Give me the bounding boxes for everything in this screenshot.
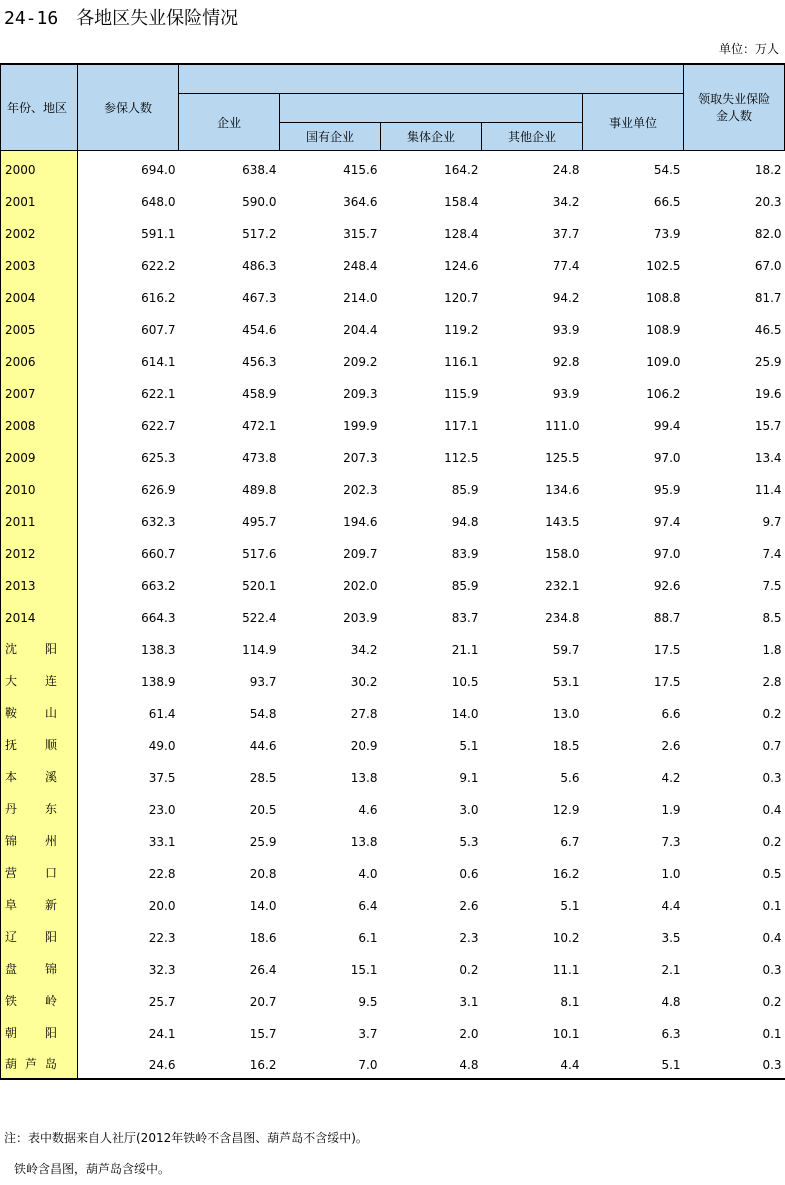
table-cell: 0.3 <box>762 770 782 785</box>
table-row <box>1 1015 785 1047</box>
table-cell: 4.8 <box>661 994 681 1009</box>
table-cell: 20.0 <box>148 898 176 913</box>
table-cell: 591.1 <box>141 226 176 241</box>
table-cell: 209.2 <box>343 354 378 369</box>
table-cell: 13.8 <box>350 770 378 785</box>
table-cell: 83.7 <box>451 610 479 625</box>
table-cell: 97.0 <box>653 546 681 561</box>
table-cell: 20.5 <box>249 802 277 817</box>
table-row <box>1 695 785 727</box>
table-cell: 85.9 <box>451 482 479 497</box>
table-cell: 49.0 <box>148 738 176 753</box>
table-cell: 202.0 <box>343 578 378 593</box>
table-row <box>1 343 785 375</box>
table-cell: 207.3 <box>343 450 378 465</box>
table-cell: 7.4 <box>762 546 782 561</box>
table-cell: 18.2 <box>754 162 782 177</box>
table-row <box>1 759 785 791</box>
table-cell: 5.6 <box>560 770 580 785</box>
table-cell: 0.4 <box>762 930 782 945</box>
table-cell: 1.8 <box>762 642 782 657</box>
table-row <box>1 535 785 567</box>
table-cell: 5.1 <box>560 898 580 913</box>
table-cell: 2.3 <box>459 930 479 945</box>
table-number: 24-16 <box>4 8 59 29</box>
row-label <box>1 823 78 855</box>
table-cell: 632.3 <box>141 514 176 529</box>
table-cell: 143.5 <box>545 514 580 529</box>
table-cell: 18.6 <box>249 930 277 945</box>
table-cell: 4.4 <box>661 898 681 913</box>
table-cell: 46.5 <box>754 322 782 337</box>
table-cell: 93.9 <box>552 322 580 337</box>
table-cell: 622.2 <box>141 258 176 273</box>
table-cell: 37.5 <box>148 770 176 785</box>
region-name: 鞍 山 <box>5 705 57 720</box>
row-label: 2013 <box>1 567 78 599</box>
region-name: 大 连 <box>5 673 57 688</box>
table-cell: 622.1 <box>141 386 176 401</box>
table-cell: 0.2 <box>762 706 782 721</box>
table-cell: 53.1 <box>552 674 580 689</box>
table-cell: 3.0 <box>459 802 479 817</box>
table-cell: 54.5 <box>653 162 681 177</box>
table-cell: 23.0 <box>148 802 176 817</box>
table-cell: 0.2 <box>762 994 782 1009</box>
header-state-owned: 国有企业 <box>280 123 381 151</box>
table-cell: 82.0 <box>754 226 782 241</box>
table-cell: 0.7 <box>762 738 782 753</box>
region-name: 朝 阳 <box>5 1025 57 1040</box>
row-label <box>1 855 78 887</box>
table-row <box>1 279 785 311</box>
row-label <box>1 695 78 727</box>
region-name: 葫 芦 岛 <box>5 1056 57 1071</box>
table-cell: 117.1 <box>444 418 479 433</box>
region-name: 抚 顺 <box>5 737 57 752</box>
table-cell: 456.3 <box>242 354 277 369</box>
table-cell: 61.4 <box>148 706 176 721</box>
header-collective: 集体企业 <box>381 123 482 151</box>
table-cell: 124.6 <box>444 258 479 273</box>
table-cell: 194.6 <box>343 514 378 529</box>
table-cell: 108.9 <box>646 322 681 337</box>
table-cell: 0.4 <box>762 802 782 817</box>
header-region: 年份、地区 <box>1 64 78 151</box>
row-label <box>1 887 78 919</box>
table-cell: 648.0 <box>141 194 176 209</box>
table-cell: 0.5 <box>762 866 782 881</box>
table-row <box>1 503 785 535</box>
row-label <box>1 1047 78 1079</box>
row-label: 2012 <box>1 535 78 567</box>
table-cell: 248.4 <box>343 258 378 273</box>
table-cell: 15.7 <box>754 418 782 433</box>
table-cell: 614.1 <box>141 354 176 369</box>
table-cell: 4.2 <box>661 770 681 785</box>
row-label: 2003 <box>1 247 78 279</box>
table-cell: 32.3 <box>148 962 176 977</box>
table-cell: 3.1 <box>459 994 479 1009</box>
table-cell: 21.1 <box>451 642 479 657</box>
unit-label: 单位：万人 <box>718 42 779 56</box>
table-cell: 33.1 <box>148 834 176 849</box>
table-cell: 116.1 <box>444 354 479 369</box>
row-label <box>1 663 78 695</box>
table-cell: 486.3 <box>242 258 277 273</box>
table-cell: 458.9 <box>242 386 277 401</box>
table-cell: 364.6 <box>343 194 378 209</box>
table-cell: 520.1 <box>242 578 277 593</box>
table-cell: 94.8 <box>451 514 479 529</box>
table-cell: 34.2 <box>552 194 580 209</box>
table-cell: 106.2 <box>646 386 681 401</box>
table-cell: 2.6 <box>661 738 681 753</box>
region-name: 铁 岭 <box>5 993 57 1008</box>
table-cell: 22.8 <box>148 866 176 881</box>
table-cell: 209.7 <box>343 546 378 561</box>
table-row <box>1 183 785 215</box>
table-row <box>1 215 785 247</box>
table-cell: 17.5 <box>653 642 681 657</box>
table-cell: 0.1 <box>762 898 782 913</box>
region-name: 沈 阳 <box>5 641 57 656</box>
row-label <box>1 759 78 791</box>
table-cell: 517.6 <box>242 546 277 561</box>
table-row <box>1 247 785 279</box>
row-label <box>1 951 78 983</box>
table-cell: 6.4 <box>358 898 378 913</box>
table-row <box>1 599 785 631</box>
table-cell: 92.8 <box>552 354 580 369</box>
table-cell: 119.2 <box>444 322 479 337</box>
table-cell: 99.4 <box>653 418 681 433</box>
table-cell: 88.7 <box>653 610 681 625</box>
table-cell: 3.7 <box>358 1026 378 1041</box>
table-cell: 0.3 <box>684 1047 785 1079</box>
row-label: 2001 <box>1 183 78 215</box>
header-group-blank <box>179 64 684 94</box>
table-cell: 6.3 <box>661 1026 681 1041</box>
table-cell: 315.7 <box>343 226 378 241</box>
table-cell: 5.3 <box>459 834 479 849</box>
table-cell: 109.0 <box>646 354 681 369</box>
table-cell: 0.2 <box>762 834 782 849</box>
table-cell: 7.0 <box>280 1047 381 1079</box>
row-label: 2005 <box>1 311 78 343</box>
table-cell: 6.1 <box>358 930 378 945</box>
header-enterprise-subgroup <box>280 94 583 123</box>
table-row <box>1 951 785 983</box>
table-cell: 34.2 <box>350 642 378 657</box>
row-label <box>1 727 78 759</box>
table-cell: 0.2 <box>459 962 479 977</box>
table-cell: 81.7 <box>754 290 782 305</box>
table-cell: 1.9 <box>661 802 681 817</box>
table-cell: 13.0 <box>552 706 580 721</box>
table-cell: 15.7 <box>249 1026 277 1041</box>
table-body <box>1 151 785 1079</box>
table-cell: 9.5 <box>358 994 378 1009</box>
table-cell: 16.2 <box>179 1047 280 1079</box>
table-cell: 97.0 <box>653 450 681 465</box>
region-name: 本 溪 <box>5 769 57 784</box>
table-cell: 66.5 <box>653 194 681 209</box>
table-row <box>1 151 785 183</box>
table-cell: 9.1 <box>459 770 479 785</box>
table-cell: 2.8 <box>762 674 782 689</box>
table-cell: 11.1 <box>552 962 580 977</box>
table-row <box>1 663 785 695</box>
row-label <box>1 919 78 951</box>
table-cell: 13.8 <box>350 834 378 849</box>
table-cell: 204.4 <box>343 322 378 337</box>
table-cell: 20.7 <box>249 994 277 1009</box>
table-cell: 199.9 <box>343 418 378 433</box>
table-cell: 164.2 <box>444 162 479 177</box>
table-cell: 44.6 <box>249 738 277 753</box>
table-cell: 522.4 <box>242 610 277 625</box>
table-cell: 14.0 <box>249 898 277 913</box>
table-cell: 108.8 <box>646 290 681 305</box>
table-cell: 95.9 <box>653 482 681 497</box>
header-recipients: 领取失业保险金人数 <box>684 64 785 151</box>
table-cell: 19.6 <box>754 386 782 401</box>
table-row <box>1 887 785 919</box>
table-cell: 77.4 <box>552 258 580 273</box>
table-cell: 607.7 <box>141 322 176 337</box>
table-cell: 660.7 <box>141 546 176 561</box>
table-cell: 102.5 <box>646 258 681 273</box>
table-cell: 24.8 <box>552 162 580 177</box>
table-cell: 7.3 <box>661 834 681 849</box>
table-cell: 6.6 <box>661 706 681 721</box>
table-row <box>1 567 785 599</box>
table-cell: 1.0 <box>661 866 681 881</box>
table-cell: 83.9 <box>451 546 479 561</box>
table-row <box>1 311 785 343</box>
table-cell: 93.7 <box>249 674 277 689</box>
row-label: 2000 <box>1 151 78 183</box>
table-cell: 115.9 <box>444 386 479 401</box>
table-cell: 0.1 <box>762 1026 782 1041</box>
row-label: 2004 <box>1 279 78 311</box>
table-cell: 22.3 <box>148 930 176 945</box>
table-cell: 120.7 <box>444 290 479 305</box>
region-name: 丹 东 <box>5 801 57 816</box>
region-name: 辽 阳 <box>5 929 57 944</box>
table-cell: 10.1 <box>552 1026 580 1041</box>
table-cell: 473.8 <box>242 450 277 465</box>
table-cell: 495.7 <box>242 514 277 529</box>
table-cell: 59.7 <box>552 642 580 657</box>
table-cell: 663.2 <box>141 578 176 593</box>
table-cell: 97.4 <box>653 514 681 529</box>
table-row <box>1 983 785 1015</box>
table-cell: 8.1 <box>560 994 580 1009</box>
table-row <box>1 791 785 823</box>
table-cell: 10.5 <box>451 674 479 689</box>
table-cell: 94.2 <box>552 290 580 305</box>
table-cell: 67.0 <box>754 258 782 273</box>
table-cell: 25.9 <box>754 354 782 369</box>
table-cell: 28.5 <box>249 770 277 785</box>
table-cell: 26.4 <box>249 962 277 977</box>
table-cell: 214.0 <box>343 290 378 305</box>
table-cell: 472.1 <box>242 418 277 433</box>
page-title <box>4 4 238 30</box>
table-cell: 114.9 <box>242 642 277 657</box>
row-label: 2014 <box>1 599 78 631</box>
row-label: 2009 <box>1 439 78 471</box>
row-label <box>1 983 78 1015</box>
row-label: 2008 <box>1 407 78 439</box>
data-table <box>0 63 785 1080</box>
table-cell: 694.0 <box>141 162 176 177</box>
table-cell: 25.7 <box>148 994 176 1009</box>
table-cell: 158.0 <box>545 546 580 561</box>
footnote: 注：表中数据来自人社厅(2012年铁岭不含昌图、葫芦岛不含绥中)。 <box>4 1131 368 1145</box>
table-cell: 11.4 <box>754 482 782 497</box>
table-row <box>1 407 785 439</box>
table-cell: 10.2 <box>552 930 580 945</box>
table-cell: 0.3 <box>762 962 782 977</box>
table-cell: 17.5 <box>653 674 681 689</box>
table-cell: 2.6 <box>459 898 479 913</box>
footnote-continued: 铁岭含昌图，葫芦岛含绥中。 <box>14 1162 171 1176</box>
region-name: 盘 锦 <box>5 961 57 976</box>
table-cell: 14.0 <box>451 706 479 721</box>
table-row <box>1 855 785 887</box>
table-cell: 92.6 <box>653 578 681 593</box>
table-row <box>1 1047 785 1079</box>
table-cell: 158.4 <box>444 194 479 209</box>
table-cell: 0.6 <box>459 866 479 881</box>
table-cell: 24.6 <box>78 1047 179 1079</box>
table-cell: 54.8 <box>249 706 277 721</box>
table-cell: 5.1 <box>459 738 479 753</box>
table-cell: 590.0 <box>242 194 277 209</box>
row-label: 2006 <box>1 343 78 375</box>
table-cell: 7.5 <box>762 578 782 593</box>
row-label: 2007 <box>1 375 78 407</box>
table-cell: 138.3 <box>141 642 176 657</box>
table-cell: 20.8 <box>249 866 277 881</box>
table-cell: 18.5 <box>552 738 580 753</box>
table-cell: 3.5 <box>661 930 681 945</box>
row-label <box>1 631 78 663</box>
table-cell: 2.1 <box>661 962 681 977</box>
table-cell: 4.6 <box>358 802 378 817</box>
table-cell: 467.3 <box>242 290 277 305</box>
row-label: 2002 <box>1 215 78 247</box>
table-cell: 13.4 <box>754 450 782 465</box>
table-cell: 664.3 <box>141 610 176 625</box>
table-row <box>1 631 785 663</box>
header-enterprise: 企业 <box>179 94 280 151</box>
table-cell: 9.7 <box>762 514 782 529</box>
region-name: 锦 州 <box>5 833 57 848</box>
table-cell: 489.8 <box>242 482 277 497</box>
header-institutions: 事业单位 <box>583 94 684 151</box>
table-row <box>1 727 785 759</box>
row-label <box>1 791 78 823</box>
table-cell: 37.7 <box>552 226 580 241</box>
table-cell: 20.9 <box>350 738 378 753</box>
table-cell: 203.9 <box>343 610 378 625</box>
table-row <box>1 823 785 855</box>
table-cell: 234.8 <box>545 610 580 625</box>
table-cell: 517.2 <box>242 226 277 241</box>
table-cell: 30.2 <box>350 674 378 689</box>
table-cell: 111.0 <box>545 418 580 433</box>
table-cell: 8.5 <box>762 610 782 625</box>
table-row <box>1 471 785 503</box>
row-label: 2010 <box>1 471 78 503</box>
table-cell: 2.0 <box>459 1026 479 1041</box>
table-title: 各地区失业保险情况 <box>76 8 239 29</box>
table-cell: 625.3 <box>141 450 176 465</box>
table-cell: 24.1 <box>148 1026 176 1041</box>
table-cell: 93.9 <box>552 386 580 401</box>
table-cell: 4.0 <box>358 866 378 881</box>
table-cell: 12.9 <box>552 802 580 817</box>
table-cell: 415.6 <box>343 162 378 177</box>
row-label <box>1 1015 78 1047</box>
table-cell: 16.2 <box>552 866 580 881</box>
table-row <box>1 439 785 471</box>
table-cell: 232.1 <box>545 578 580 593</box>
table-cell: 638.4 <box>242 162 277 177</box>
table-cell: 125.5 <box>545 450 580 465</box>
table-cell: 454.6 <box>242 322 277 337</box>
table-cell: 202.3 <box>343 482 378 497</box>
table-cell: 209.3 <box>343 386 378 401</box>
table-cell: 138.9 <box>141 674 176 689</box>
table-cell: 27.8 <box>350 706 378 721</box>
table-cell: 73.9 <box>653 226 681 241</box>
table-cell: 4.8 <box>381 1047 482 1079</box>
region-name: 阜 新 <box>5 897 57 912</box>
table-cell: 15.1 <box>350 962 378 977</box>
table-cell: 20.3 <box>754 194 782 209</box>
table-cell: 6.7 <box>560 834 580 849</box>
table-cell: 134.6 <box>545 482 580 497</box>
table-row <box>1 375 785 407</box>
table-cell: 616.2 <box>141 290 176 305</box>
row-label: 2011 <box>1 503 78 535</box>
table-cell: 626.9 <box>141 482 176 497</box>
table-header <box>1 64 785 151</box>
header-insured: 参保人数 <box>78 64 179 151</box>
table-cell: 5.1 <box>583 1047 684 1079</box>
table-cell: 622.7 <box>141 418 176 433</box>
table-cell: 4.4 <box>482 1047 583 1079</box>
table-cell: 25.9 <box>249 834 277 849</box>
table-cell: 128.4 <box>444 226 479 241</box>
table-cell: 85.9 <box>451 578 479 593</box>
table-row <box>1 919 785 951</box>
region-name: 营 口 <box>5 865 57 880</box>
table-cell: 112.5 <box>444 450 479 465</box>
header-other: 其他企业 <box>482 123 583 151</box>
